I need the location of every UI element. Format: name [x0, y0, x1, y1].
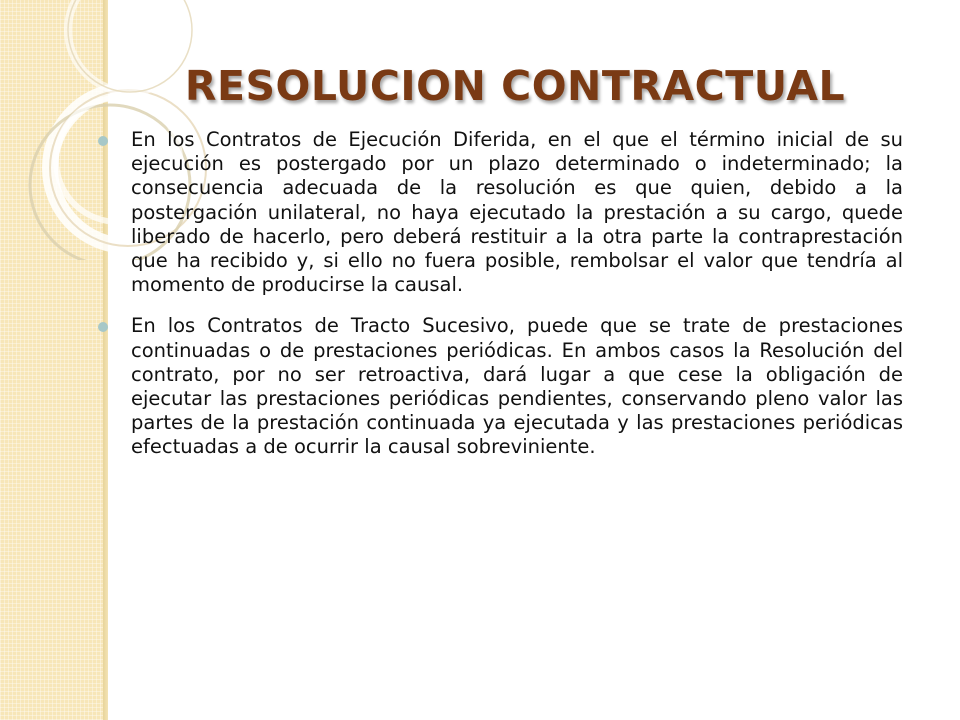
slide-title: RESOLUCION CONTRACTUAL — [184, 62, 846, 110]
bullet-list — [108, 128, 903, 477]
list-item — [108, 314, 903, 459]
bullet-text: En los Contratos de Ejecución Diferida, en el que el término inicial de su ejecución es postergado por un plazo determinado o indeterminado; la consecuencia adecuada de la resolución es que quien, debido a la postergación unilateral, no haya ejecutado la prestación a su cargo, quede liberado de hacerlo, pero deberá restituir a la otra parte la contraprestación que ha recibido y, si ello no fuera posible, rembolsar el valor que tendría al momento de producirse la causal. — [131, 128, 903, 297]
bullet-text: En los Contratos de Tracto Sucesivo, puede que se trate de prestaciones continuadas o de prestaciones periódicas. En ambos casos la Resolución del contrato, por no ser retroactiva, dará lugar a que cese la obligación de ejecutar las prestaciones periódicas pendientes, conservando pleno valor las partes de la prestación continuada ya ejecutada y las prestaciones periódicas efectuadas a de ocurrir la causal sobreviniente. — [131, 314, 903, 459]
bullet-icon — [98, 136, 108, 146]
list-item — [108, 128, 903, 297]
